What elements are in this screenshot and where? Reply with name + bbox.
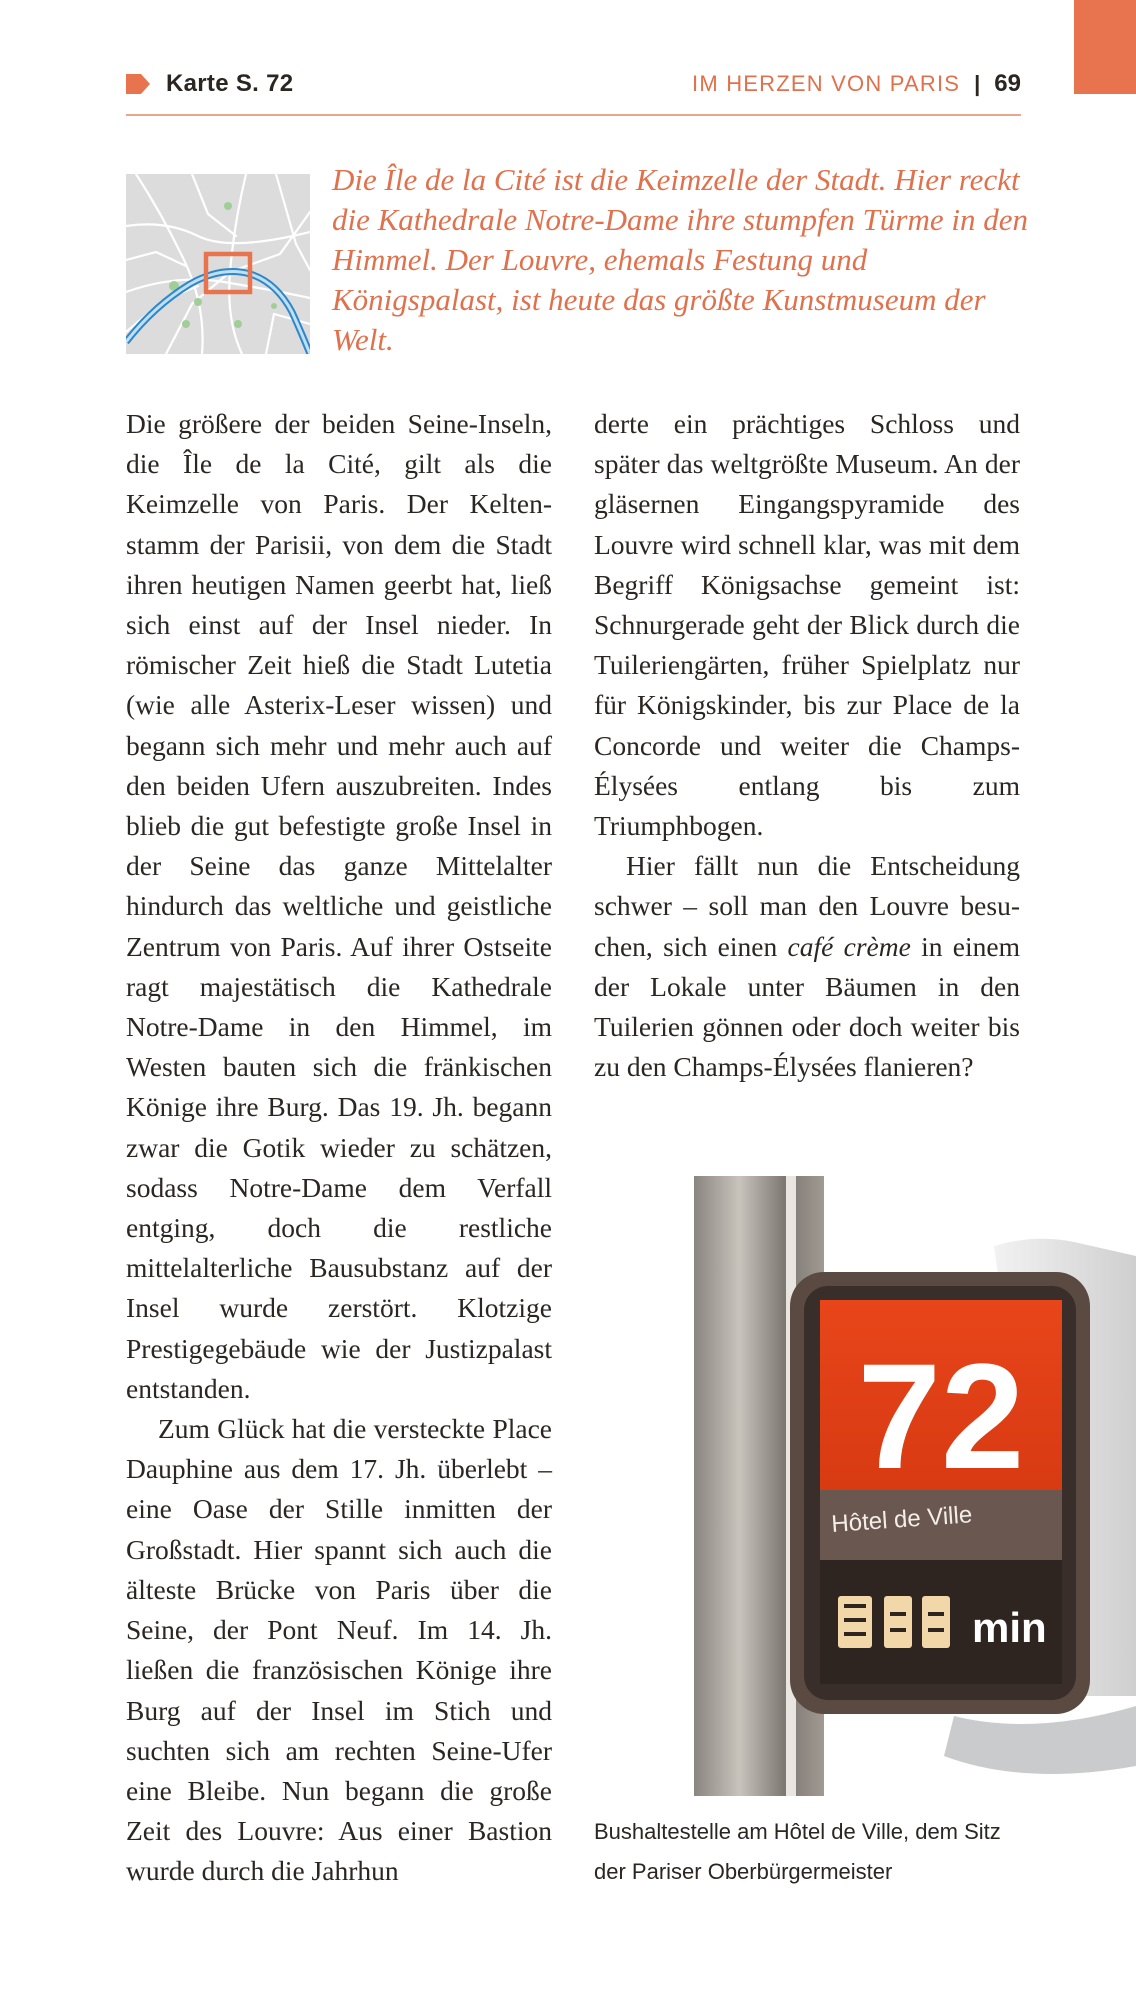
- intro-text: Die Île de la Cité ist die Keimzelle der Stadt. Hier reckt die Kathedrale Notre-Dame ihre stumpfen Türme in den Himmel. Der Louvre, ehemals Festung und Königspalast, ist heute das größte Kunstmuseum der Welt.: [332, 162, 1028, 357]
- corner-tab: [1074, 0, 1136, 94]
- body-paragraph: [594, 846, 1020, 1087]
- body-paragraph: Zum Glück hat die versteckte Place Dauphine aus dem 17. Jh. überlebt – eine Oase der Stille inmitten der Großstadt. Hier spannt sich auch die älteste Brücke von Paris über die Seine, der Pont Neuf. Im 14. Jh. ließen die französischen Könige ihre Burg auf der Insel im Stich und suchten sich am rechten Seine-Ufer eine Bleibe. Nun begann die große Zeit des Louvre: Aus einer Bastion wurde durch die Jahrhun: [126, 1413, 552, 1887]
- route-number: 72: [857, 1332, 1025, 1500]
- section-title: IM HERZEN VON PARIS: [692, 71, 961, 96]
- map-reference[interactable]: [126, 70, 293, 98]
- tag-arrow-icon: [126, 74, 150, 94]
- text-column-right: [594, 404, 1020, 1087]
- body-text: in einem der Lokale unter Bäumen in den Tuilerien gönnen oder doch weiter bis zu den Champs-Élysées flanieren?: [594, 930, 1020, 1083]
- text-column-left: [126, 404, 552, 1892]
- locator-map-icon: [126, 174, 310, 354]
- body-text-italic: café crème: [787, 930, 911, 962]
- page-number: 69: [994, 70, 1021, 97]
- body-paragraph: derte ein prächtiges Schloss und später das weltgrößte Museum. An der gläsernen Eingangspyramide des Louvre wird schnell klar, was mit dem Begriff Königsachse gemeint ist: Schnurgerade geht der Blick durch die Tuileriengärten, früher Spielplatz nur für Königskinder, bis zur Place de la Concorde und weiter die Champs-Élysées entlang bis zum Triumphbogen.: [594, 408, 1020, 842]
- minutes-label: min: [972, 1604, 1047, 1651]
- header-separator: |: [974, 71, 981, 96]
- running-head: [692, 70, 1021, 98]
- destination-label: Hôtel de Ville: [830, 1501, 974, 1538]
- body-text: Hier fällt nun die Entscheidung schwer – soll man den Louvre besuchen, sich einen: [594, 850, 1020, 962]
- photo-caption: Bushaltestelle am Hôtel de Ville, dem Sitz der Pariser Oberbürgermeister: [594, 1819, 1001, 1884]
- body-paragraph: Die größere der beiden Seine-Inseln, die Île de la Cité, gilt als die Keimzelle von Paris. Der Keltenstamm der Parisii, von dem die Stadt ihren heutigen Namen geerbt hat, ließ sich einst auf der Insel nieder. In römischer Zeit hieß die Stadt Lutetia (wie alle Asterix-Leser wissen) und begann sich mehr und mehr auch auf den beiden Ufern auszubreiten. Indes blieb die gut befestigte große Insel in der Seine das ganze Mittelalter hindurch das weltliche und geistliche Zentrum von Paris. Auf ihrer Ostseite ragt majestätisch die Kathedrale Notre-Dame in den Himmel, im Westen bauten sich die fränkischen Könige ihre Burg. Das 19. Jh. begann zwar die Gotik wieder zu schätzen, sodass Notre-Dame dem Verfall entging, doch die restliche mittelalterliche Bausubstanz auf der Insel wurde zerstört. Klotzige Prestigegebäude wie der Justizpalast entstanden.: [126, 408, 552, 1404]
- map-reference-label: Karte S. 72: [166, 70, 294, 97]
- bus-stop-photo: [694, 1176, 1136, 1796]
- page-header: [126, 66, 1021, 116]
